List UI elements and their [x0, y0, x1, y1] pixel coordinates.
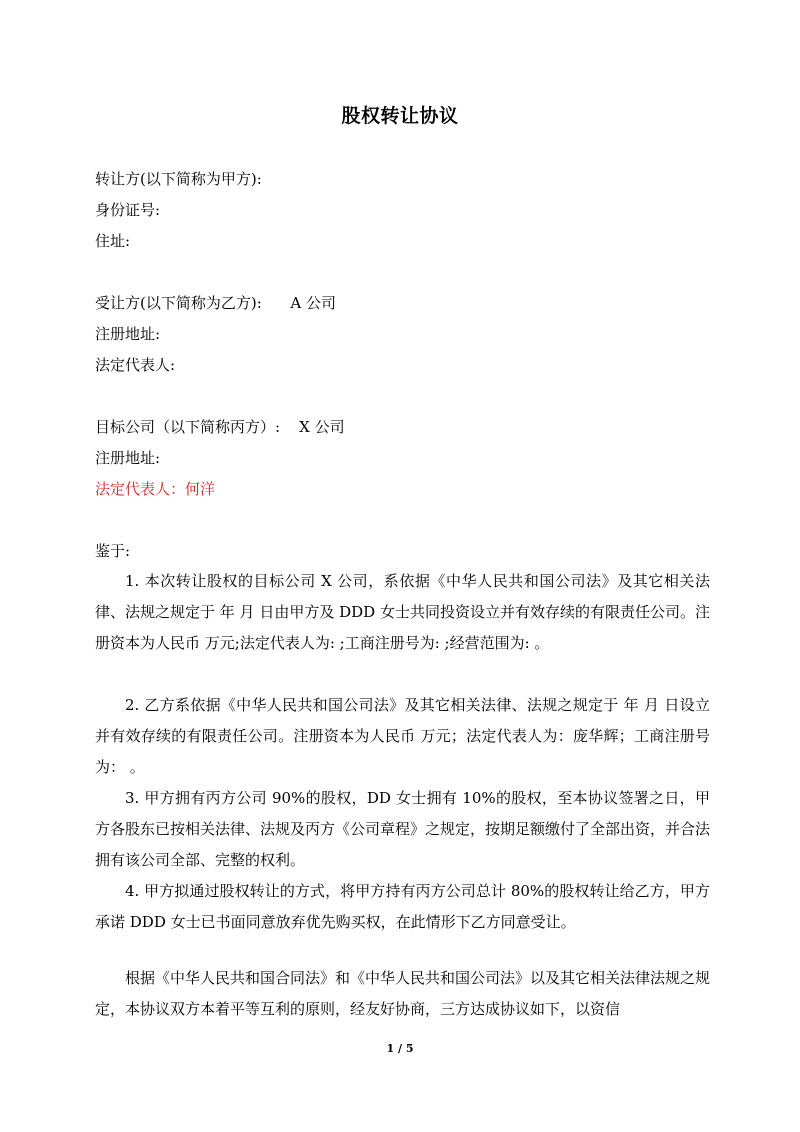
party-b-address-label: 注册地址: — [95, 325, 161, 343]
clause-4: 4. 甲方拟通过股权转让的方式，将甲方持有丙方公司总计 80%的股权转让给乙方，甲方承诺 DDD 女士已书面同意放弃优先购买权，在此情形下乙方同意受让。 — [95, 882, 710, 931]
document-title: 股权转让协议 — [341, 105, 459, 127]
page-number: 1 / 5 — [386, 1042, 414, 1055]
party-b-rep-label: 法定代表人: — [95, 356, 176, 374]
party-a-id-label: 身份证号: — [95, 201, 161, 219]
party-a-address-label: 住址: — [95, 232, 131, 250]
clause-1: 1. 本次转让股权的目标公司 X 公司，系依据《中华人民共和国公司法》及其它相关法律、法规之规定于 年 月 日由甲方及 DDD 女士共同投资设立并有效存续的有限责任公司。注册资本为人民币 万元;法定代表人为: ;工商注册号为: ;经营范围为: 。 — [95, 572, 710, 652]
party-a-label: 转让方(以下简称为甲方): — [95, 170, 262, 188]
party-b-label: 受让方(以下简称为乙方): A 公司 — [95, 294, 336, 312]
whereas-label: 鉴于: — [95, 542, 131, 560]
party-c-rep-label: 法定代表人：何洋 — [95, 480, 216, 498]
clause-2: 2. 乙方系依据《中华人民共和国公司法》及其它相关法律、法规之规定于 年 月 日设立并有效存续的有限责任公司。注册资本为人民币 万元；法定代表人为：庞华辉；工商注册号为： 。 — [95, 696, 710, 776]
party-c-label: 目标公司（以下简称丙方）: X 公司 — [95, 418, 345, 436]
clause-3: 3. 甲方拥有丙方公司 90%的股权，DD 女士拥有 10%的股权，至本协议签署之日，甲方各股东已按相关法律、法规及丙方《公司章程》之规定，按期足额缴付了全部出资，并合法拥有该公司全部、完整的权利。 — [95, 789, 711, 869]
closing-paragraph: 根据《中华人民共和国合同法》和《中华人民共和国公司法》以及其它相关法律法规之规定，本协议双方本着平等互利的原则，经友好协商，三方达成协议如下，以资信 — [95, 969, 711, 1018]
party-c-address-label: 注册地址: — [95, 449, 161, 467]
